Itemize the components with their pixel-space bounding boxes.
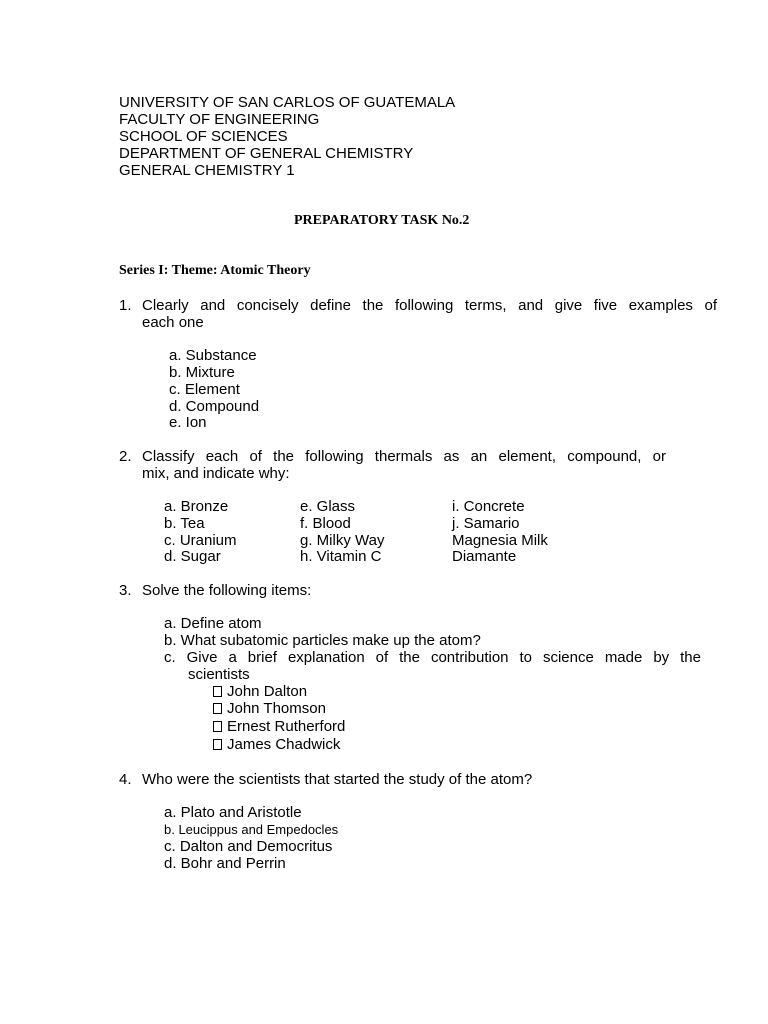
q2-line2: mix, and indicate why: (142, 465, 290, 482)
header-university: UNIVERSITY OF SAN CARLOS OF GUATEMALA (119, 94, 456, 111)
q2-col1-item-b: b. Tea (164, 515, 205, 532)
scientist-label: Ernest Rutherford (227, 718, 346, 735)
checkbox-icon (213, 721, 222, 732)
q1-item-c: c. Element (169, 381, 240, 398)
q3-line1: Solve the following items: (142, 582, 312, 599)
q3-item-c-cont: scientists (188, 666, 250, 683)
q3-item-a: a. Define atom (164, 615, 262, 632)
q2-number: 2. (119, 448, 132, 465)
q4-option-b: b. Leucippus and Empedocles (164, 822, 339, 837)
q4-number: 4. (119, 771, 132, 788)
q3-item-c: c. Give a brief explanation of the contribution to science made by the (164, 649, 701, 666)
header-course: GENERAL CHEMISTRY 1 (119, 162, 295, 179)
q2-col2-item-f: f. Blood (300, 515, 351, 532)
q3-number: 3. (119, 582, 132, 599)
q4-option-d: d. Bohr and Perrin (164, 855, 286, 872)
q1-item-d: d. Compound (169, 398, 260, 415)
q2-col3-item-j: j. Samario (452, 515, 520, 532)
q2-col2-item-h: h. Vitamin C (300, 548, 382, 565)
q4-option-a: a. Plato and Aristotle (164, 804, 302, 821)
q3-item-b: b. What subatomic particles make up the atom? (164, 632, 481, 649)
q2-col1-item-d: d. Sugar (164, 548, 221, 565)
q1-number: 1. (119, 297, 132, 314)
scientist-list-item (213, 736, 340, 753)
q2-col2-item-g: g. Milky Way (300, 532, 385, 549)
q2-col1-item-a: a. Bronze (164, 498, 229, 515)
header-school: SCHOOL OF SCIENCES (119, 128, 288, 145)
scientist-list-item (213, 700, 326, 717)
q2-col1-item-c: c. Uranium (164, 532, 237, 549)
q4-option-c: c. Dalton and Democritus (164, 838, 333, 855)
scientist-label: John Dalton (227, 683, 308, 700)
header-faculty: FACULTY OF ENGINEERING (119, 111, 320, 128)
checkbox-icon (213, 739, 222, 750)
checkbox-icon (213, 703, 222, 714)
document-title: PREPARATORY TASK No.2 (294, 213, 470, 228)
scientist-list-item (213, 683, 307, 700)
header-department: DEPARTMENT OF GENERAL CHEMISTRY (119, 145, 414, 162)
checkbox-icon (213, 686, 222, 697)
q2-col2-item-e: e. Glass (300, 498, 356, 515)
q4-line1: Who were the scientists that started the study of the atom? (142, 771, 533, 788)
q2-col3-item-i: i. Concrete (452, 498, 525, 515)
q1-item-e: e. Ion (169, 414, 207, 431)
scientist-label: James Chadwick (227, 736, 341, 753)
q1-line1: Clearly and concisely define the following terms, and give five examples of (142, 297, 717, 314)
scientist-list-item (213, 718, 345, 735)
q2-line1: Classify each of the following thermals as an element, compound, or (142, 448, 666, 465)
q1-line2: each one (142, 314, 204, 331)
q1-item-b: b. Mixture (169, 364, 235, 381)
series-heading: Series I: Theme: Atomic Theory (119, 263, 311, 278)
scientist-label: John Thomson (227, 700, 326, 717)
q1-item-a: a. Substance (169, 347, 257, 364)
q2-col3-item-magnesia: Magnesia Milk (452, 532, 548, 549)
q2-col3-item-diamante: Diamante (452, 548, 517, 565)
